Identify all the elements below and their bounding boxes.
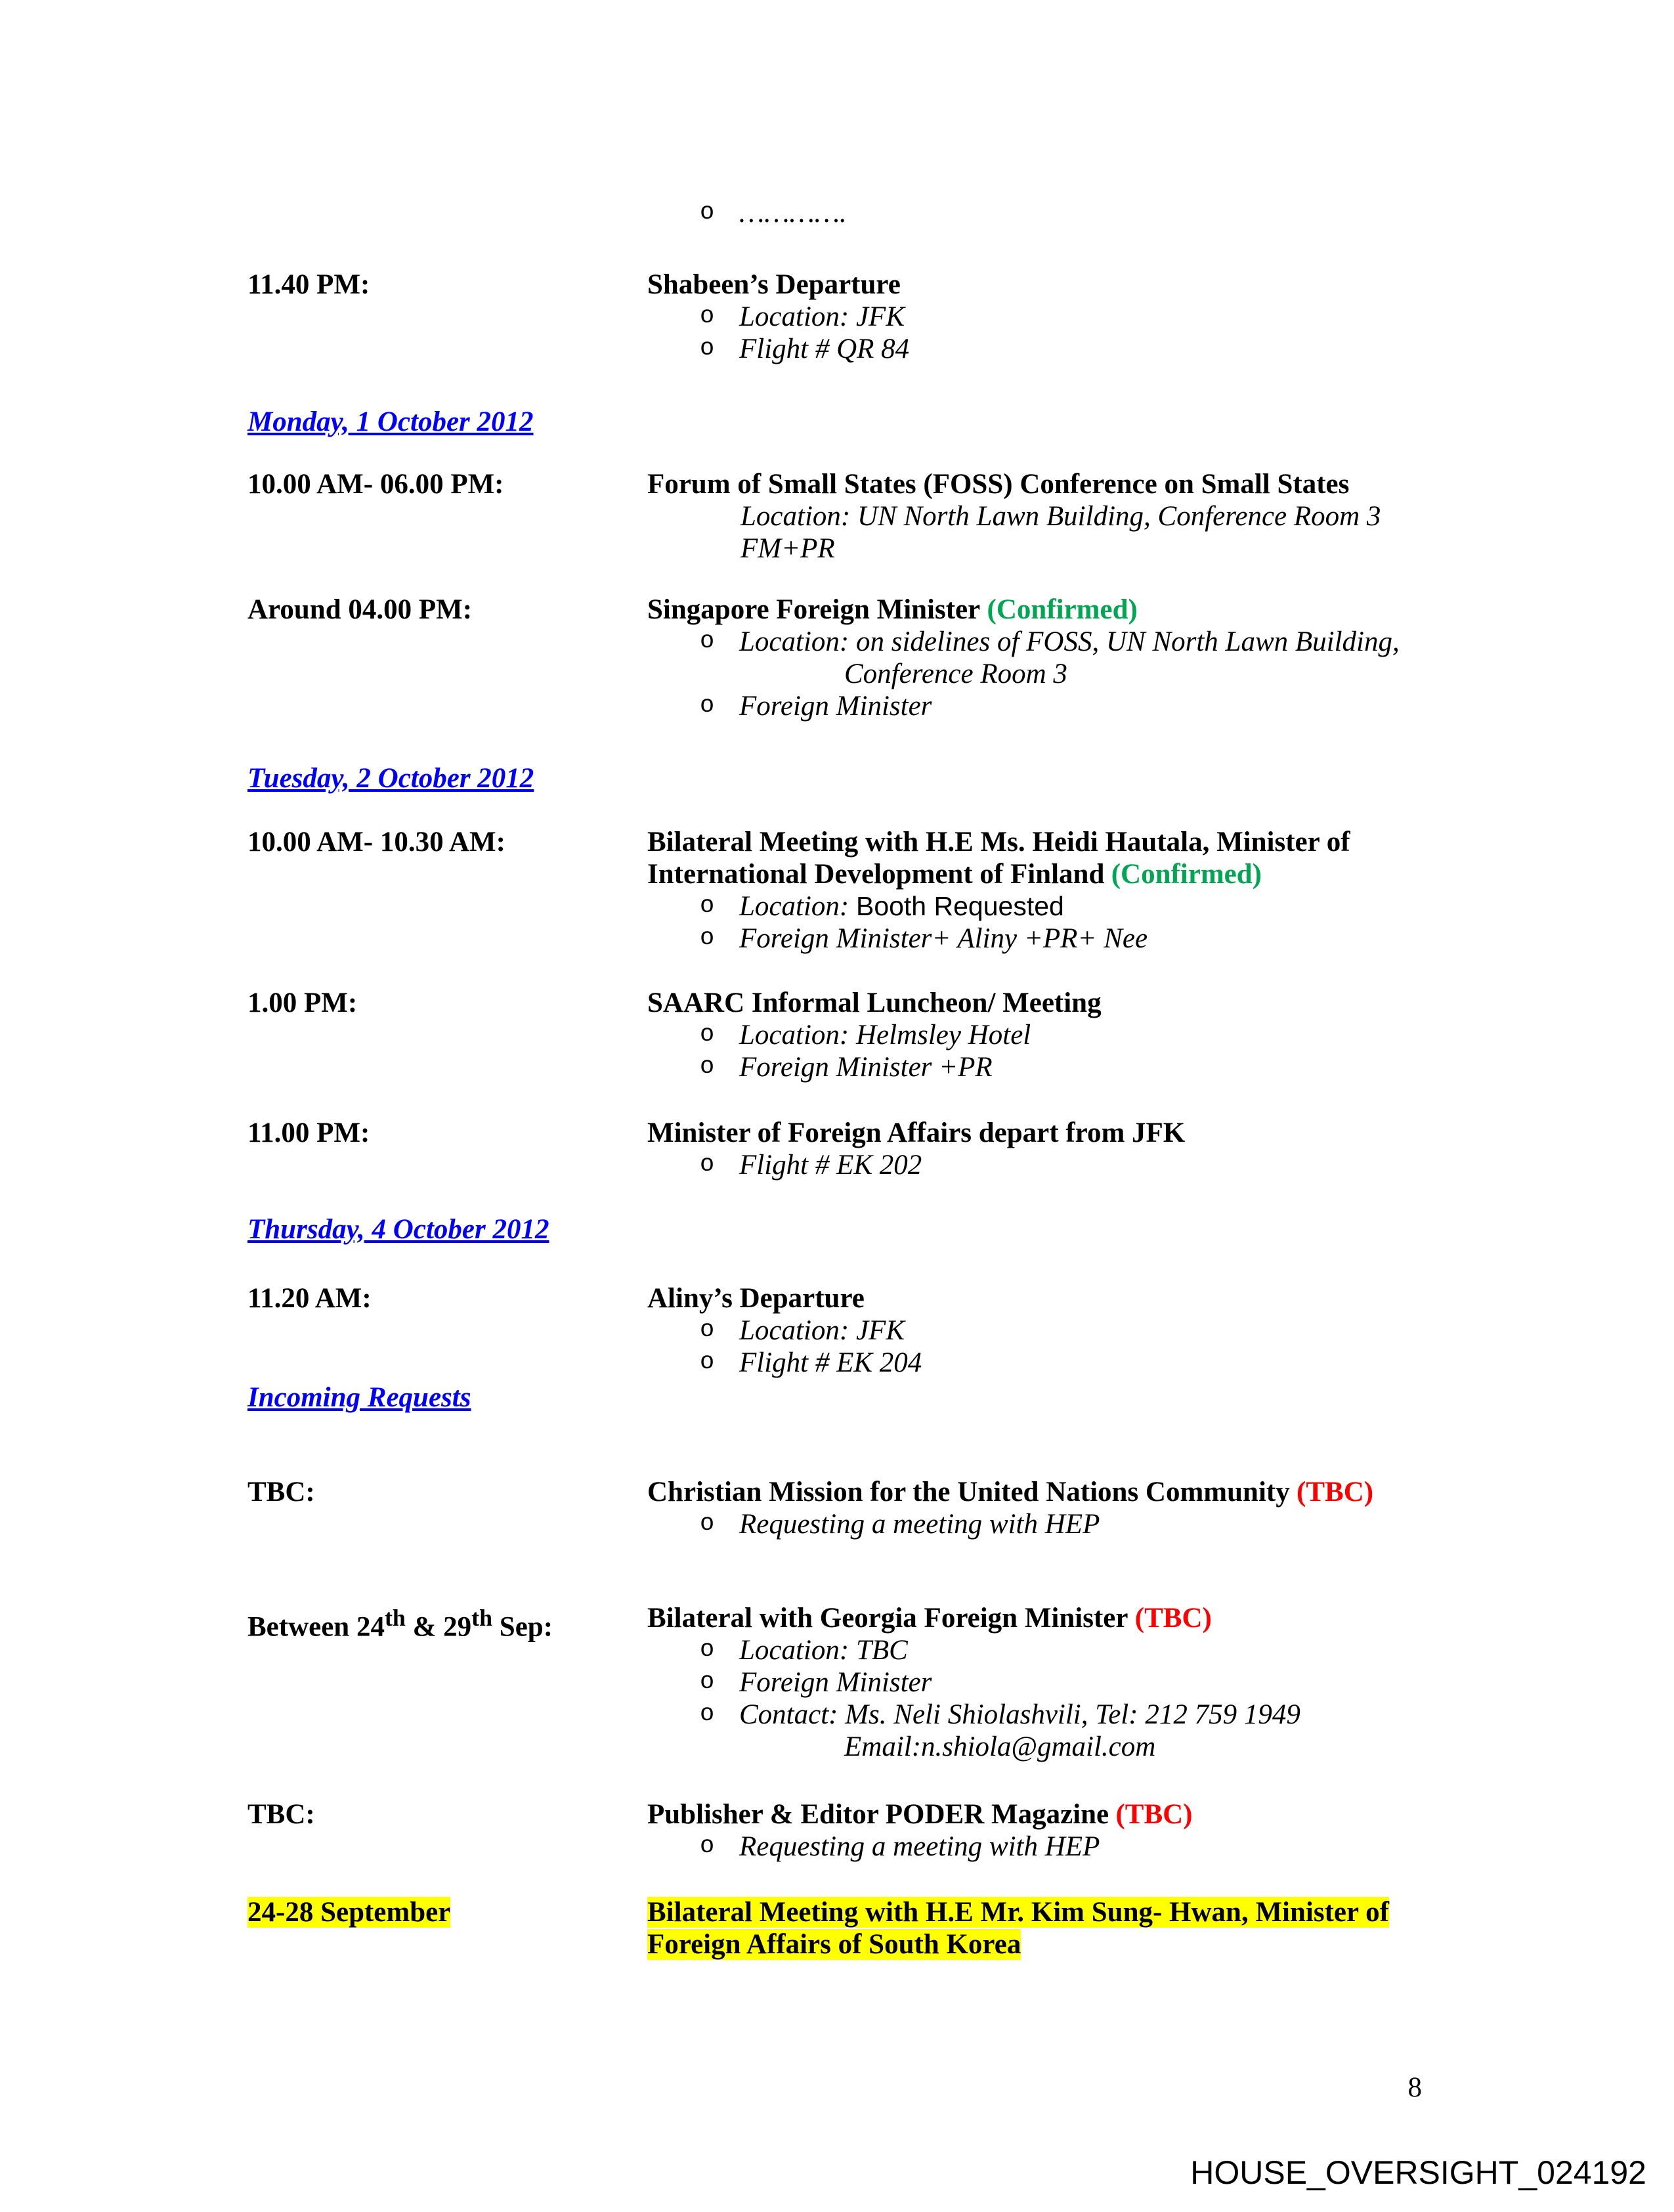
schedule-entry-poder (247, 1798, 1429, 1863)
schedule-entry-foss (247, 468, 1429, 565)
schedule-entry-christian-mission (247, 1476, 1429, 1540)
page-number: 8 (1407, 2072, 1422, 2103)
bullet-marker: o (700, 303, 715, 330)
bullet-marker: o (700, 692, 715, 720)
highlighted-text: 24-28 September (247, 1897, 451, 1928)
bullet-item (647, 1051, 1426, 1083)
status-tbc: (TBC) (1134, 1603, 1212, 1634)
bullet-item (647, 1666, 1426, 1699)
bullet-marker: o (700, 1832, 715, 1860)
schedule-entry-finland (247, 826, 1429, 955)
highlighted-text: Foreign Affairs of South Korea (647, 1929, 1021, 1960)
status-confirmed: (Confirmed) (987, 594, 1138, 625)
event-detail-line: FM+PR (740, 533, 835, 564)
event-title: Singapore Foreign Minister (Confirmed) (647, 594, 1138, 625)
highlighted-text: Bilateral Meeting with H.E Mr. Kim Sung- Hwan, Minister of (647, 1897, 1389, 1928)
time-label (247, 1896, 647, 1928)
event-title: SAARC Informal Luncheon/ Meeting (647, 987, 1102, 1018)
event-title (647, 1896, 1426, 1961)
schedule-entry-saarc (247, 987, 1429, 1083)
superscript: th (384, 1605, 406, 1631)
bullet-text: Flight # QR 84 (739, 334, 910, 364)
bullet-marker: o (700, 1349, 715, 1376)
bullet-text: Location: JFK (739, 1315, 905, 1346)
bullet-text: …………. (739, 198, 847, 228)
event-title: Forum of Small States (FOSS) Conference on Small States (647, 469, 1350, 500)
superscript: th (471, 1605, 493, 1631)
bullet-text: Foreign Minister +PR (739, 1052, 993, 1083)
bullet-marker: o (700, 924, 715, 952)
bullet-item (647, 890, 1426, 922)
bullet-text: Location: TBC (739, 1635, 908, 1666)
time-label: 11.00 PM: (247, 1117, 370, 1148)
schedule-entry-aliny (247, 1282, 1429, 1379)
bullet-text: Foreign Minister (739, 691, 932, 722)
bullet-item (647, 1634, 1426, 1666)
time-label: 10.00 AM- 06.00 PM: (247, 469, 504, 500)
schedule-entry-shabeen (247, 269, 1429, 365)
bullet-marker: o (700, 892, 715, 920)
event-title: Bilateral Meeting with H.E Ms. Heidi Hautala, Minister of International Development of Finland (Confirmed) (647, 827, 1350, 890)
bullet-text: Location: Helmsley Hotel (739, 1020, 1031, 1051)
event-title: Shabeen’s Departure (647, 269, 901, 300)
event-title: Aliny’s Departure (647, 1283, 865, 1314)
bullet-continuation: Email:n.shiola@gmail.com (844, 1731, 1156, 1762)
bullet-item (647, 1508, 1426, 1540)
event-title: Minister of Foreign Affairs depart from JFK (647, 1117, 1186, 1148)
bullet-text: Foreign Minister+ Aliny +PR+ Nee (739, 923, 1148, 954)
bullet-marker: o (700, 1151, 715, 1179)
bullet-item (647, 301, 1426, 333)
event-title: Christian Mission for the United Nations Community (TBC) (647, 1477, 1374, 1507)
bullet-item (647, 1347, 1426, 1379)
time-label: 11.40 PM: (247, 269, 370, 300)
bullet-continuation: Conference Room 3 (844, 659, 1067, 689)
bullet-marker: o (700, 335, 715, 362)
status-tbc: (TBC) (1115, 1799, 1193, 1830)
bullet-marker: o (700, 1053, 715, 1081)
time-label: Around 04.00 PM: (247, 594, 473, 625)
stray-bullet-entry (247, 197, 1429, 229)
date-heading-tuesday: Tuesday, 2 October 2012 (247, 763, 534, 794)
bullet-text: Contact: Ms. Neli Shiolashvili, Tel: 212 759 1949 Email:n.shiola@gmail.com (739, 1699, 1426, 1763)
time-label: TBC: (247, 1799, 315, 1830)
time-label: TBC: (247, 1477, 315, 1507)
schedule-entry-singapore (247, 594, 1429, 722)
bullet-marker: o (700, 1510, 715, 1538)
bullet-item (647, 1314, 1426, 1347)
bullet-marker: o (700, 199, 715, 227)
date-heading-thursday: Thursday, 4 October 2012 (247, 1214, 549, 1245)
status-tbc: (TBC) (1297, 1477, 1374, 1507)
time-label: 1.00 PM: (247, 987, 358, 1018)
bullet-text: Requesting a meeting with HEP (739, 1509, 1100, 1540)
schedule-entry-south-korea (247, 1896, 1429, 1961)
bullet-text: Requesting a meeting with HEP (739, 1831, 1100, 1862)
bullet-item (647, 922, 1426, 955)
schedule-entry-georgia (247, 1602, 1429, 1763)
bullet-text: Location: JFK (739, 301, 905, 332)
event-detail-line: Location: UN North Lawn Building, Conference Room 3 (740, 501, 1381, 532)
bullet-item (647, 333, 1426, 365)
status-confirmed: (Confirmed) (1111, 859, 1262, 890)
bullet-marker: o (700, 1316, 715, 1344)
bullet-marker: o (700, 1701, 715, 1728)
time-label: 11.20 AM: (247, 1283, 372, 1314)
section-heading-incoming-requests: Incoming Requests (247, 1382, 471, 1413)
bullet-text: Location: Booth Requested (739, 891, 1064, 922)
bullet-text: Location: on sidelines of FOSS, UN North Lawn Building, Conference Room 3 (739, 626, 1426, 690)
schedule-content (247, 197, 1429, 1961)
event-title: Publisher & Editor PODER Magazine (TBC) (647, 1799, 1193, 1830)
bullet-item (647, 1699, 1426, 1763)
bullet-item (647, 690, 1426, 722)
bullet-text: Flight # EK 202 (739, 1150, 922, 1181)
bullet-marker: o (700, 628, 715, 655)
document-id-stamp: HOUSE_OVERSIGHT_024192 (1190, 2154, 1646, 2191)
event-title: Bilateral with Georgia Foreign Minister (TBC) (647, 1603, 1212, 1634)
bullet-marker: o (700, 1636, 715, 1664)
bullet-item (647, 1019, 1426, 1051)
bullet-text: Flight # EK 204 (739, 1347, 922, 1378)
schedule-entry-depart-jfk (247, 1117, 1429, 1181)
bullet-item (647, 1831, 1426, 1863)
bullet-marker: o (700, 1668, 715, 1696)
date-heading-monday: Monday, 1 October 2012 (247, 406, 534, 437)
bullet-text: Foreign Minister (739, 1667, 932, 1698)
bullet-text-plain: Booth Requested (855, 891, 1064, 921)
bullet-item (647, 626, 1426, 690)
bullet-item (647, 197, 1426, 229)
bullet-marker: o (700, 1021, 715, 1049)
bullet-item (647, 1149, 1426, 1181)
time-label: Between 24th & 29th Sep: (247, 1605, 553, 1643)
time-label: 10.00 AM- 10.30 AM: (247, 827, 505, 857)
